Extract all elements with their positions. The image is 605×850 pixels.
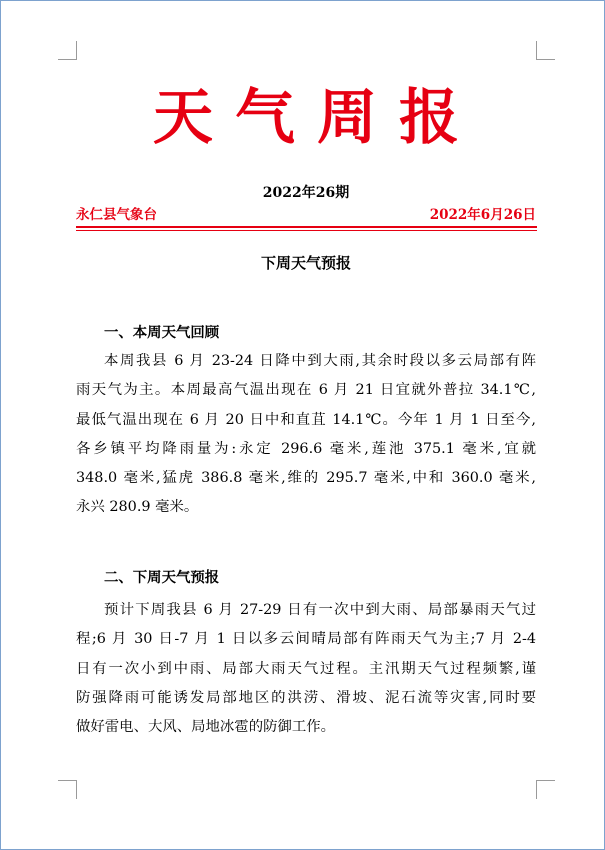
header-info-row xyxy=(76,205,536,225)
paragraph-line: 本周我县 6 月 23-24 日降中到大雨,其余时段以多云局部有阵 xyxy=(104,353,536,369)
paragraph-review xyxy=(76,347,536,523)
paragraph-line: 预计下周我县 6 月 27-29 日有一次中到大雨、局部暴雨天气过 xyxy=(104,602,536,618)
organization-name: 永仁县气象台 xyxy=(76,207,157,223)
paragraph-line: 程;6 月 30 日-7 月 1 日以多云间晴局部有阵雨天气为主;7 月 2-4 xyxy=(76,631,536,648)
header-rule-thin xyxy=(76,230,537,231)
header-rule-thick xyxy=(76,226,537,228)
paragraph-line: 日有一次小到中雨、局部大雨天气过程。主汛期天气过程频繁,谨 xyxy=(76,660,536,677)
paragraph-line: 各乡镇平均降雨量为:永定 296.6 毫米,莲池 375.1 毫米,宜就 xyxy=(76,440,536,457)
paragraph-line: 做好雷电、大风、局地冰雹的防御工作。 xyxy=(76,719,336,736)
masthead-title: 天气周报 xyxy=(153,83,481,153)
corner-mark-top-right xyxy=(536,41,555,60)
corner-mark-bottom-right xyxy=(536,780,555,799)
paragraph-line: 雨天气为主。本周最高气温出现在 6 月 21 日宜就外普拉 34.1℃, xyxy=(76,382,536,399)
issue-date: 2022年6月26日 xyxy=(429,207,536,223)
paragraph-line: 永兴 280.9 毫米。 xyxy=(76,499,199,516)
issue-number: 2022年26期 xyxy=(262,185,350,201)
paragraph-line: 最低气温出现在 6 月 20 日中和直苴 14.1℃。今年 1 月 1 日至今, xyxy=(76,411,536,428)
paragraph-forecast xyxy=(76,596,536,742)
corner-mark-top-left xyxy=(58,41,77,60)
section-heading-review: 一、本周天气回顾 xyxy=(104,324,220,341)
paragraph-line: 348.0 毫米,猛虎 386.8 毫米,维的 295.7 毫米,中和 360.0 毫米, xyxy=(76,470,536,487)
document-title: 下周天气预报 xyxy=(260,254,351,272)
corner-mark-bottom-left xyxy=(58,780,77,799)
section-heading-forecast: 二、下周天气预报 xyxy=(104,569,220,586)
paragraph-line: 防强降雨可能诱发局部地区的洪涝、滑坡、泥石流等灾害,同时要 xyxy=(76,689,536,706)
